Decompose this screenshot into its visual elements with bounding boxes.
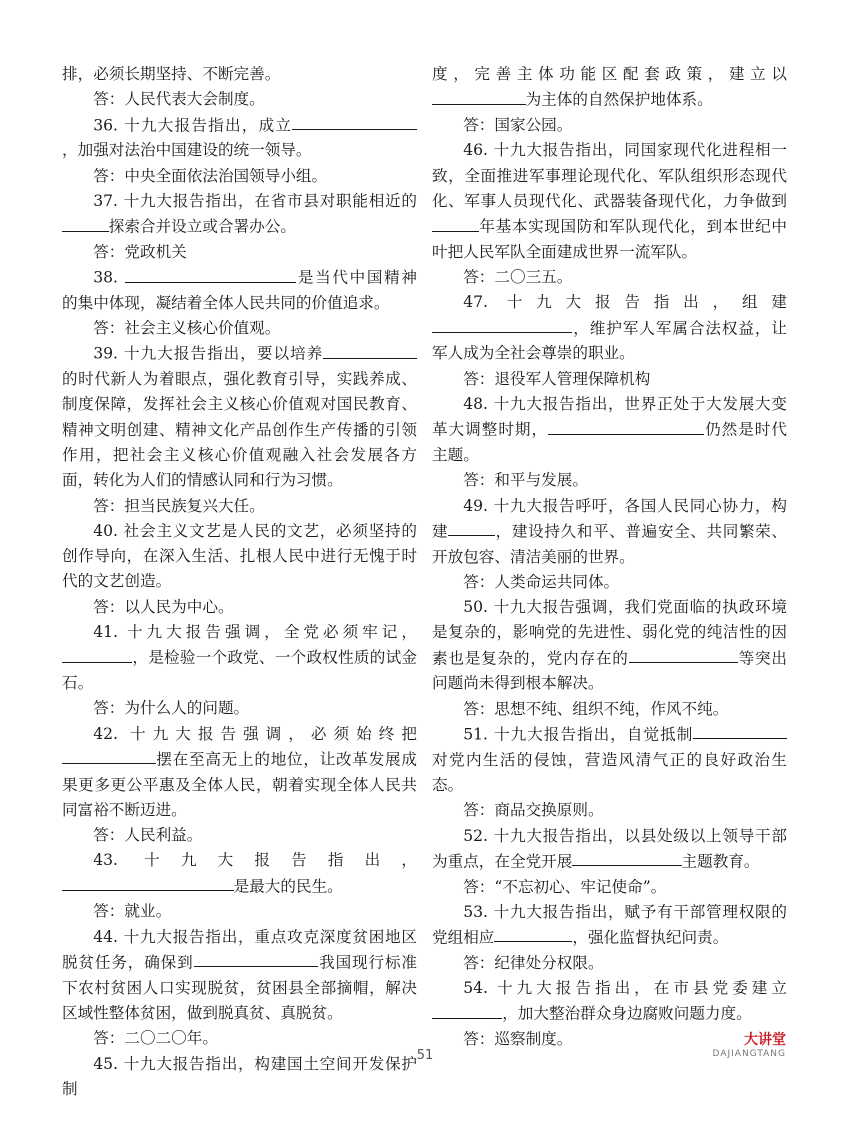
text-run: 39. 十九大报告指出，要以培养 xyxy=(93,344,324,363)
text-run: 答：纪律处分权限。 xyxy=(463,953,604,972)
answer-paragraph xyxy=(432,265,787,290)
text-run: 答：以人民为中心。 xyxy=(93,597,234,616)
fill-in-blank xyxy=(292,113,417,130)
text-run: 40. 社会主义文艺是人民的文艺，必须坚持的创作导向，在深入生活、扎根人民中进行无愧于时代的文艺创造。 xyxy=(62,521,417,591)
question-paragraph xyxy=(432,824,787,875)
fill-in-blank xyxy=(62,645,132,662)
fill-in-blank xyxy=(693,722,787,739)
answer-paragraph xyxy=(432,468,787,493)
question-paragraph xyxy=(62,265,417,316)
fill-in-blank xyxy=(62,874,234,891)
question-paragraph xyxy=(62,189,417,240)
text-run: 是最大的民生。 xyxy=(233,877,343,896)
left-text-column xyxy=(62,62,417,1102)
text-run: 49. 十九大报告呼吁，各国人民同心协力，构建 xyxy=(432,496,787,541)
question-paragraph xyxy=(432,138,787,265)
question-paragraph xyxy=(62,113,417,164)
fill-in-blank xyxy=(572,849,681,866)
text-run: ，建设持久和平、普遍安全、共同繁荣、开放包容、清洁美丽的世界。 xyxy=(432,522,787,566)
fill-in-blank xyxy=(432,316,572,333)
text-run: 48. 十九大报告指出，世界正处于大发展大变革大调整时期， xyxy=(432,394,787,439)
continued-paragraph xyxy=(432,62,787,113)
text-run: 主题教育。 xyxy=(681,852,760,871)
fill-in-blank xyxy=(432,1001,502,1018)
brand-name-cn: 大讲堂 xyxy=(744,1032,786,1048)
text-run: 51. 十九大报告指出，自觉抵制 xyxy=(463,725,694,744)
question-paragraph xyxy=(62,620,417,696)
text-run: 仍然是时代主题。 xyxy=(432,420,787,464)
text-run: 度，完善主体功能区配套政策，建立以 xyxy=(432,65,787,83)
text-run: 答：人民代表大会制度。 xyxy=(93,90,265,109)
answer-paragraph xyxy=(432,367,787,392)
text-run: 53. 十九大报告指出，赋予有干部管理权限的党组相应 xyxy=(432,902,787,947)
text-run: ，加大整治群众身边腐败问题力度。 xyxy=(502,1004,752,1023)
question-paragraph xyxy=(432,392,787,468)
question-paragraph xyxy=(62,722,417,824)
fill-in-blank xyxy=(432,87,526,104)
text-run: 排，必须长期坚持、不断完善。 xyxy=(62,65,281,83)
fill-in-blank xyxy=(448,519,495,536)
text-run: 答：思想不纯、组织不纯，作风不纯。 xyxy=(463,699,729,718)
text-run: 答：人民利益。 xyxy=(93,826,203,845)
text-run: ，维护军人军属合法权益，让军人成为全社会尊崇的职业。 xyxy=(432,319,787,363)
answer-paragraph xyxy=(62,595,417,620)
text-run: 为主体的自然保护地体系。 xyxy=(525,90,713,109)
answer-paragraph xyxy=(432,875,787,900)
fill-in-blank xyxy=(432,214,479,231)
question-paragraph xyxy=(432,900,787,951)
question-paragraph xyxy=(432,976,787,1027)
question-paragraph xyxy=(432,595,787,697)
answer-paragraph xyxy=(62,899,417,924)
text-run: 答：商品交换原则。 xyxy=(463,801,604,820)
answer-paragraph xyxy=(62,316,417,341)
question-paragraph xyxy=(62,519,417,595)
text-run: ，加强对法治中国建设的统一领导。 xyxy=(62,141,312,160)
text-run: 答：社会主义核心价值观。 xyxy=(93,319,281,338)
right-text-column xyxy=(432,62,787,1052)
text-run: 答：党政机关 xyxy=(93,242,187,261)
text-run: 44. 十九大报告指出，重点攻克深度贫困地区脱贫任务，确保到 xyxy=(62,927,417,972)
text-run: 答：巡察制度。 xyxy=(463,1030,573,1049)
question-paragraph xyxy=(432,722,787,798)
answer-paragraph xyxy=(432,951,787,976)
question-paragraph xyxy=(432,494,787,570)
brand-name-en: DAJIANGTANG xyxy=(712,1049,786,1059)
question-paragraph xyxy=(62,925,417,1027)
text-run: 答：国家公园。 xyxy=(463,115,573,134)
continued-paragraph xyxy=(62,62,417,87)
fill-in-blank xyxy=(629,646,738,663)
answer-paragraph xyxy=(62,823,417,848)
text-run: 答：人类命运共同体。 xyxy=(463,572,620,591)
answer-paragraph xyxy=(432,697,787,722)
text-run: 37. 十九大报告指出，在省市县对职能相近的 xyxy=(93,191,417,210)
text-run: 的时代新人为着眼点，强化教育引导，实践养成、制度保障，发挥社会主义核心价值观对国民教育、精神文明创建、精神文化产品创作生产传播的引领作用，把社会主义核心价值观融入社会发展各方面，转化为人们的情感认同和行为习惯。 xyxy=(62,370,417,490)
answer-paragraph xyxy=(62,240,417,265)
fill-in-blank xyxy=(323,341,417,358)
text-run: 54. 十九大报告指出，在市县党委建立 xyxy=(463,979,787,998)
answer-paragraph xyxy=(432,798,787,823)
text-run: ，强化监督执纪问责。 xyxy=(572,928,729,947)
text-run: 摆在至高无上的地位，让改革发展成果更多更公平惠及全体人民，朝着实现全体人民共同富裕不断迈进。 xyxy=(62,750,417,819)
answer-paragraph xyxy=(62,87,417,112)
question-paragraph xyxy=(432,290,787,366)
text-run: 答：就业。 xyxy=(93,902,172,921)
question-paragraph xyxy=(62,341,417,493)
answer-paragraph xyxy=(62,164,417,189)
text-run: 43. 十九大报告指出， xyxy=(93,851,417,870)
brand-logo xyxy=(713,1032,786,1059)
text-run: 是当代中国精神的集中体现，凝结着全体人民共同的价值追求。 xyxy=(62,268,417,312)
fill-in-blank xyxy=(194,950,319,967)
text-run: 答：二〇三五。 xyxy=(463,268,573,287)
text-run: 45. 十九大报告指出，构建国土空间开发保护制 xyxy=(62,1054,417,1098)
fill-in-blank xyxy=(494,925,572,942)
text-run: 答：为什么人的问题。 xyxy=(93,699,250,718)
page-number: 51 xyxy=(416,1048,434,1063)
text-run: 50. 十九大报告强调，我们党面临的执政环境是复杂的，影响党的先进性、弱化党的纯洁性的因素也是复杂的，党内存在的 xyxy=(432,598,787,668)
fill-in-blank xyxy=(125,265,297,282)
text-run: 47. 十九大报告指出，组建 xyxy=(463,293,787,312)
text-run: 52. 十九大报告指出，以县处级以上领导干部为重点，在全党开展 xyxy=(432,826,787,871)
fill-in-blank xyxy=(548,417,704,434)
text-run: 36. 十九大报告指出，成立 xyxy=(93,115,293,134)
answer-paragraph xyxy=(432,570,787,595)
text-run: 答：担当民族复兴大任。 xyxy=(93,496,265,515)
fill-in-blank xyxy=(62,214,109,231)
text-run: 答：“不忘初心、牢记使命”。 xyxy=(463,877,667,896)
question-paragraph xyxy=(62,848,417,899)
text-run: 46. 十九大报告指出，同国家现代化进程相一致，全面推进军事理论现代化、军队组织形态现代化、军事人员现代化、武器装备现代化，力争做到 xyxy=(432,141,787,210)
text-run: 答：和平与发展。 xyxy=(463,471,588,490)
answer-paragraph xyxy=(432,113,787,138)
text-run: 年基本实现国防和军队现代化，到本世纪中叶把人民军队全面建成世界一流军队。 xyxy=(432,217,787,261)
text-run: 探索合并设立或合署办公。 xyxy=(108,217,296,236)
text-run: 对党内生活的侵蚀，营造风清气正的良好政治生态。 xyxy=(432,750,787,794)
text-run: 等突出问题尚未得到根本解决。 xyxy=(432,649,787,693)
fill-in-blank xyxy=(62,747,156,764)
text-run: 41. 十九大报告强调，全党必须牢记， xyxy=(93,623,417,642)
text-run: 38. xyxy=(93,268,125,287)
text-run: 答：二〇二〇年。 xyxy=(93,1029,218,1048)
text-run: ，是检验一个政党、一个政权性质的试金石。 xyxy=(62,648,417,692)
text-run: 答：中央全面依法治国领导小组。 xyxy=(93,166,328,185)
text-run: 42. 十九大报告强调，必须始终把 xyxy=(93,724,417,743)
answer-paragraph xyxy=(62,696,417,721)
answer-paragraph xyxy=(62,494,417,519)
text-run: 答：退役军人管理保障机构 xyxy=(463,369,651,388)
text-run: 我国现行标准下农村贫困人口实现脱贫，贫困县全部摘帽，解决区域性整体贫困，做到脱真贫、真脱贫。 xyxy=(62,953,417,1022)
